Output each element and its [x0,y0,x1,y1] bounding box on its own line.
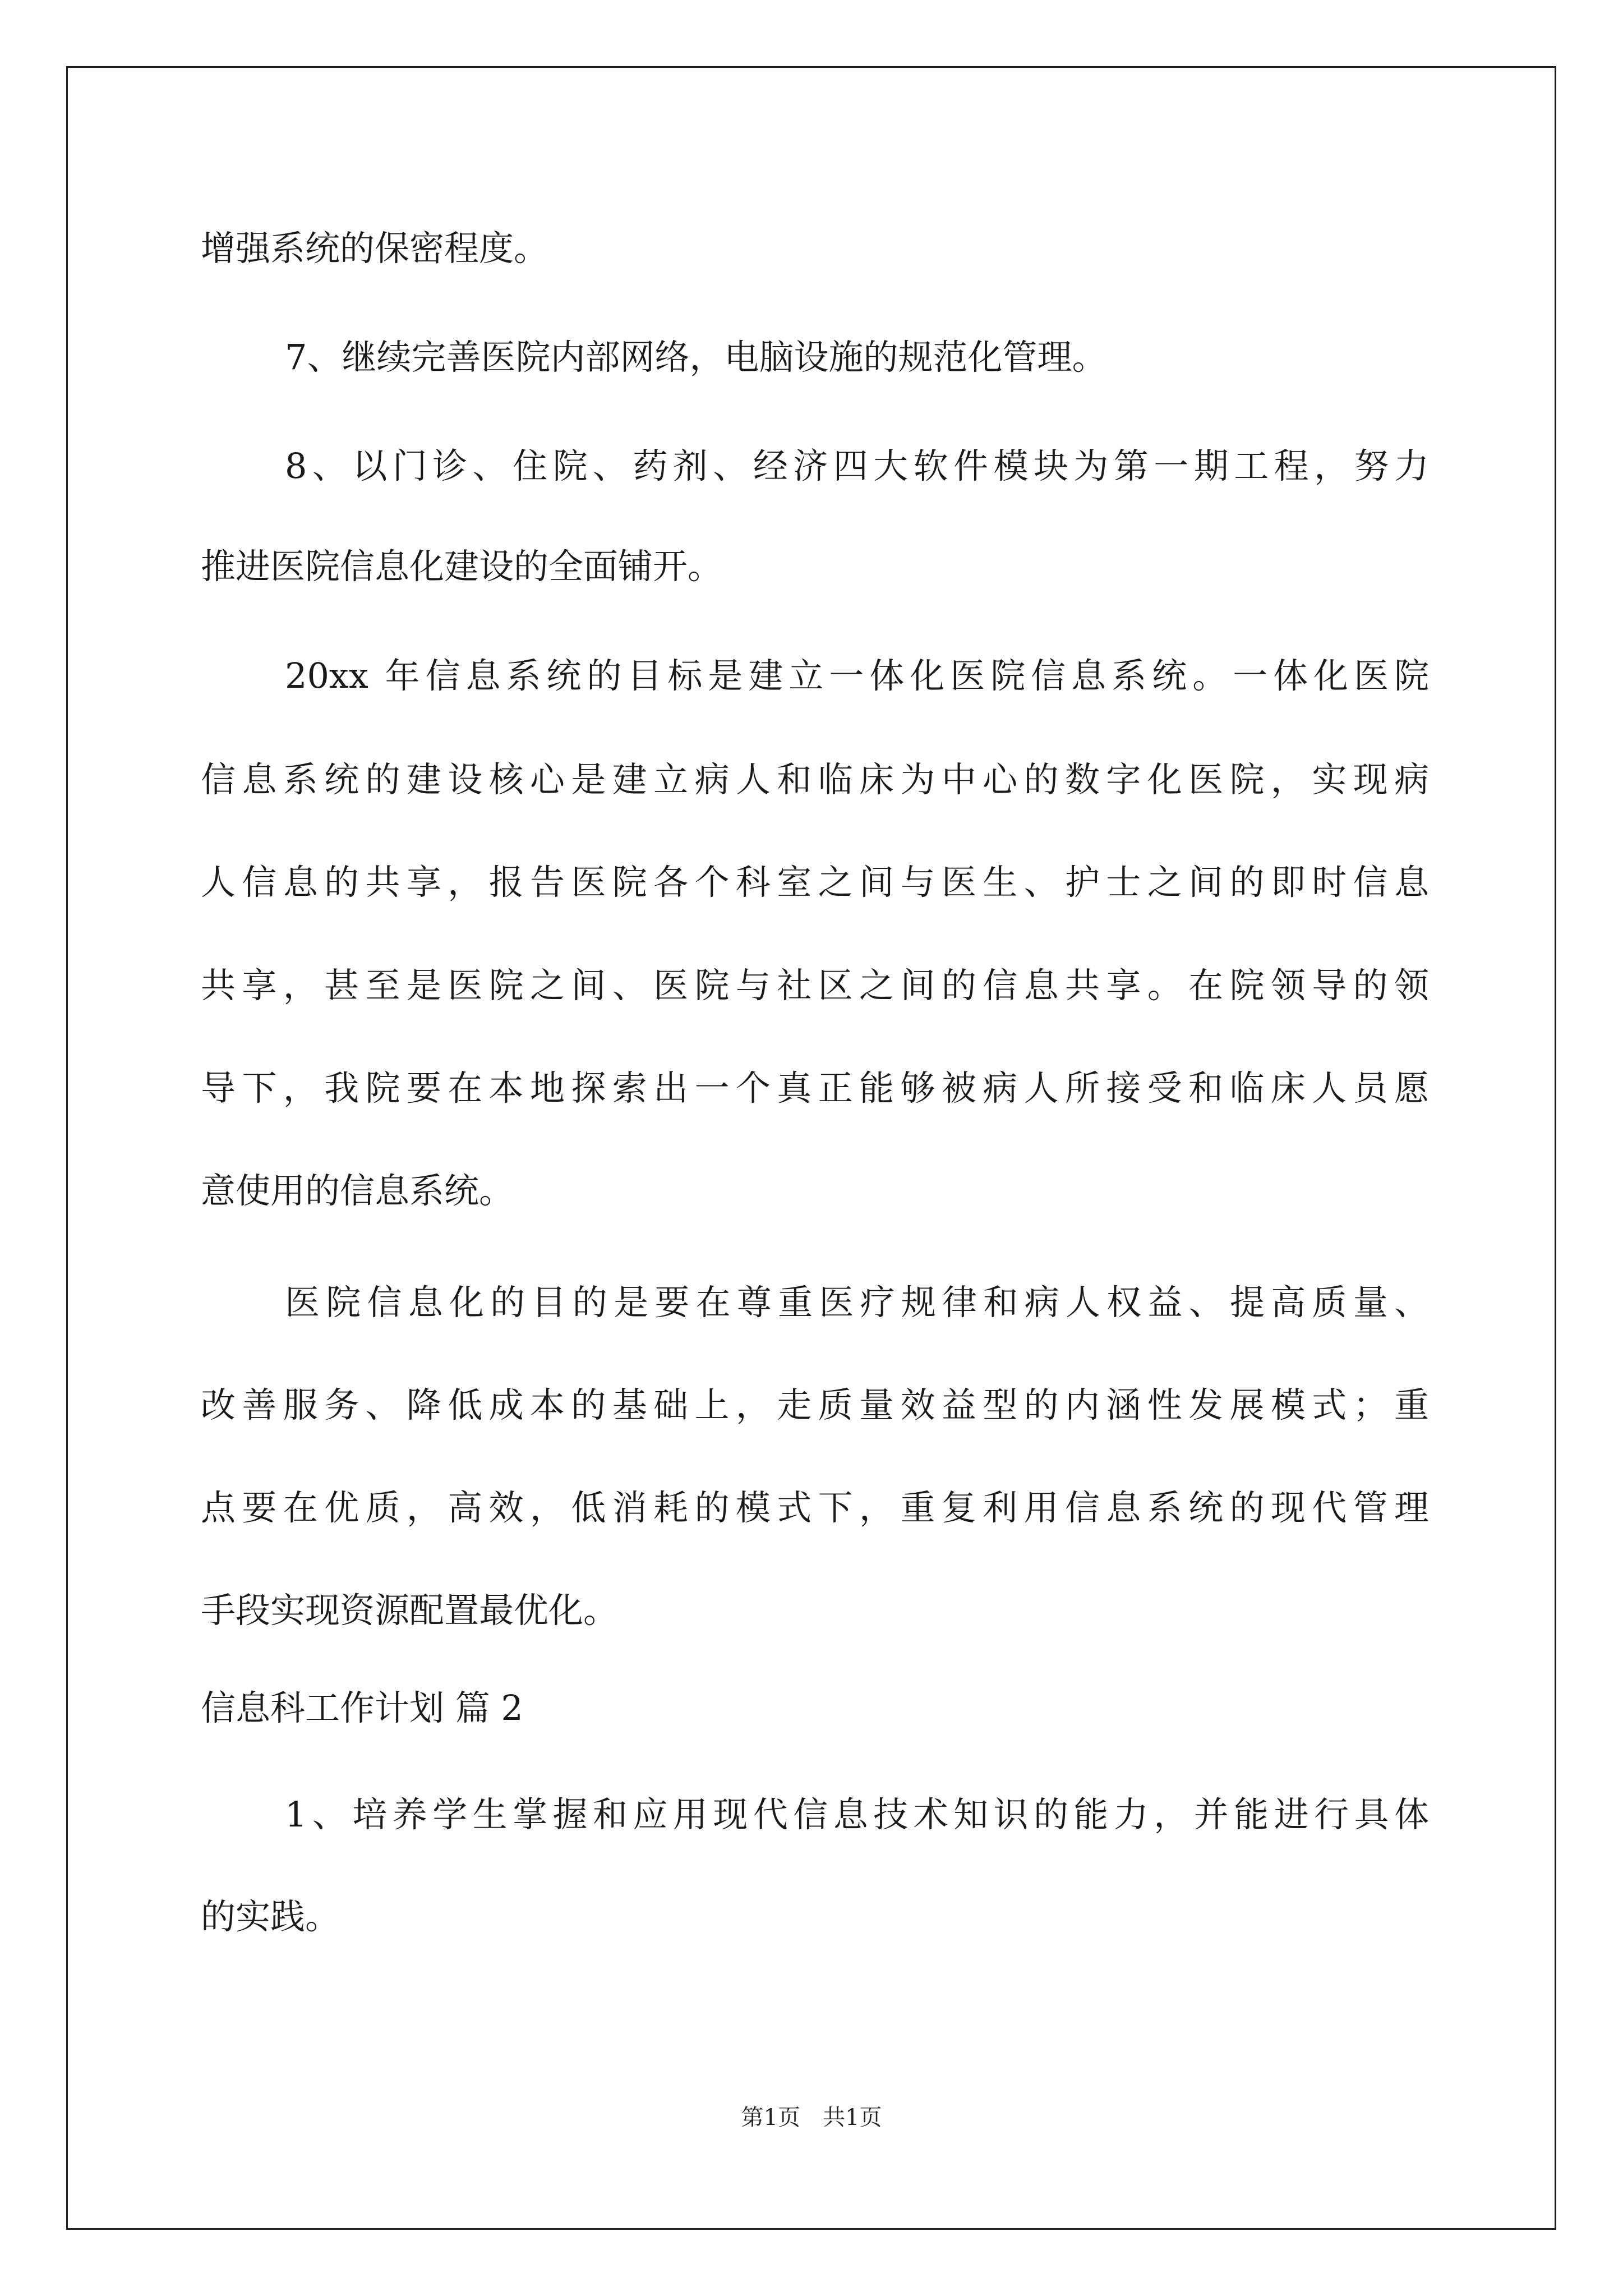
text-line: 医院信息化的目的是要在尊重医疗规律和病人权益、提高质量、 [285,1282,1429,1323]
text-line: 点要在优质，高效，低消耗的模式下，重复利用信息系统的现代管理 [201,1487,1429,1528]
text-line: 8、以门诊、住院、药剂、经济四大软件模块为第一期工程，努力 [285,445,1429,486]
text-line: 1、培养学生掌握和应用现代信息技术知识的能力，并能进行具体 [285,1794,1429,1835]
text-line: 改善服务、降低成本的基础上，走质量效益型的内涵性发展模式；重 [201,1384,1429,1425]
text-line: 的实践。 [201,1896,340,1937]
text-line: 共享，甚至是医院之间、医院与社区之间的信息共享。在院领导的领 [201,965,1429,1006]
text-line: 意使用的信息系统。 [201,1170,514,1211]
text-line: 导下，我院要在本地探索出一个真正能够被病人所接受和临床人员愿 [201,1068,1429,1108]
text-line: 7、继续完善医院内部网络，电脑设施的规范化管理。 [285,337,1107,378]
text-line: 20xx 年信息系统的目标是建立一体化医院信息系统。一体化医院 [285,655,1429,696]
text-line: 人信息的共享，报告医院各个科室之间与医生、护士之间的即时信息 [201,862,1429,903]
text-line: 信息系统的建设核心是建立病人和临床为中心的数字化医院，实现病 [201,759,1429,800]
text-line: 推进医院信息化建设的全面铺开。 [201,546,723,587]
text-line: 增强系统的保密程度。 [201,228,549,269]
text-line: 手段实现资源配置最优化。 [201,1590,619,1631]
page-footer: 第1页 共1页 [741,2105,882,2131]
section-heading: 信息科工作计划 篇 2 [201,1687,523,1728]
